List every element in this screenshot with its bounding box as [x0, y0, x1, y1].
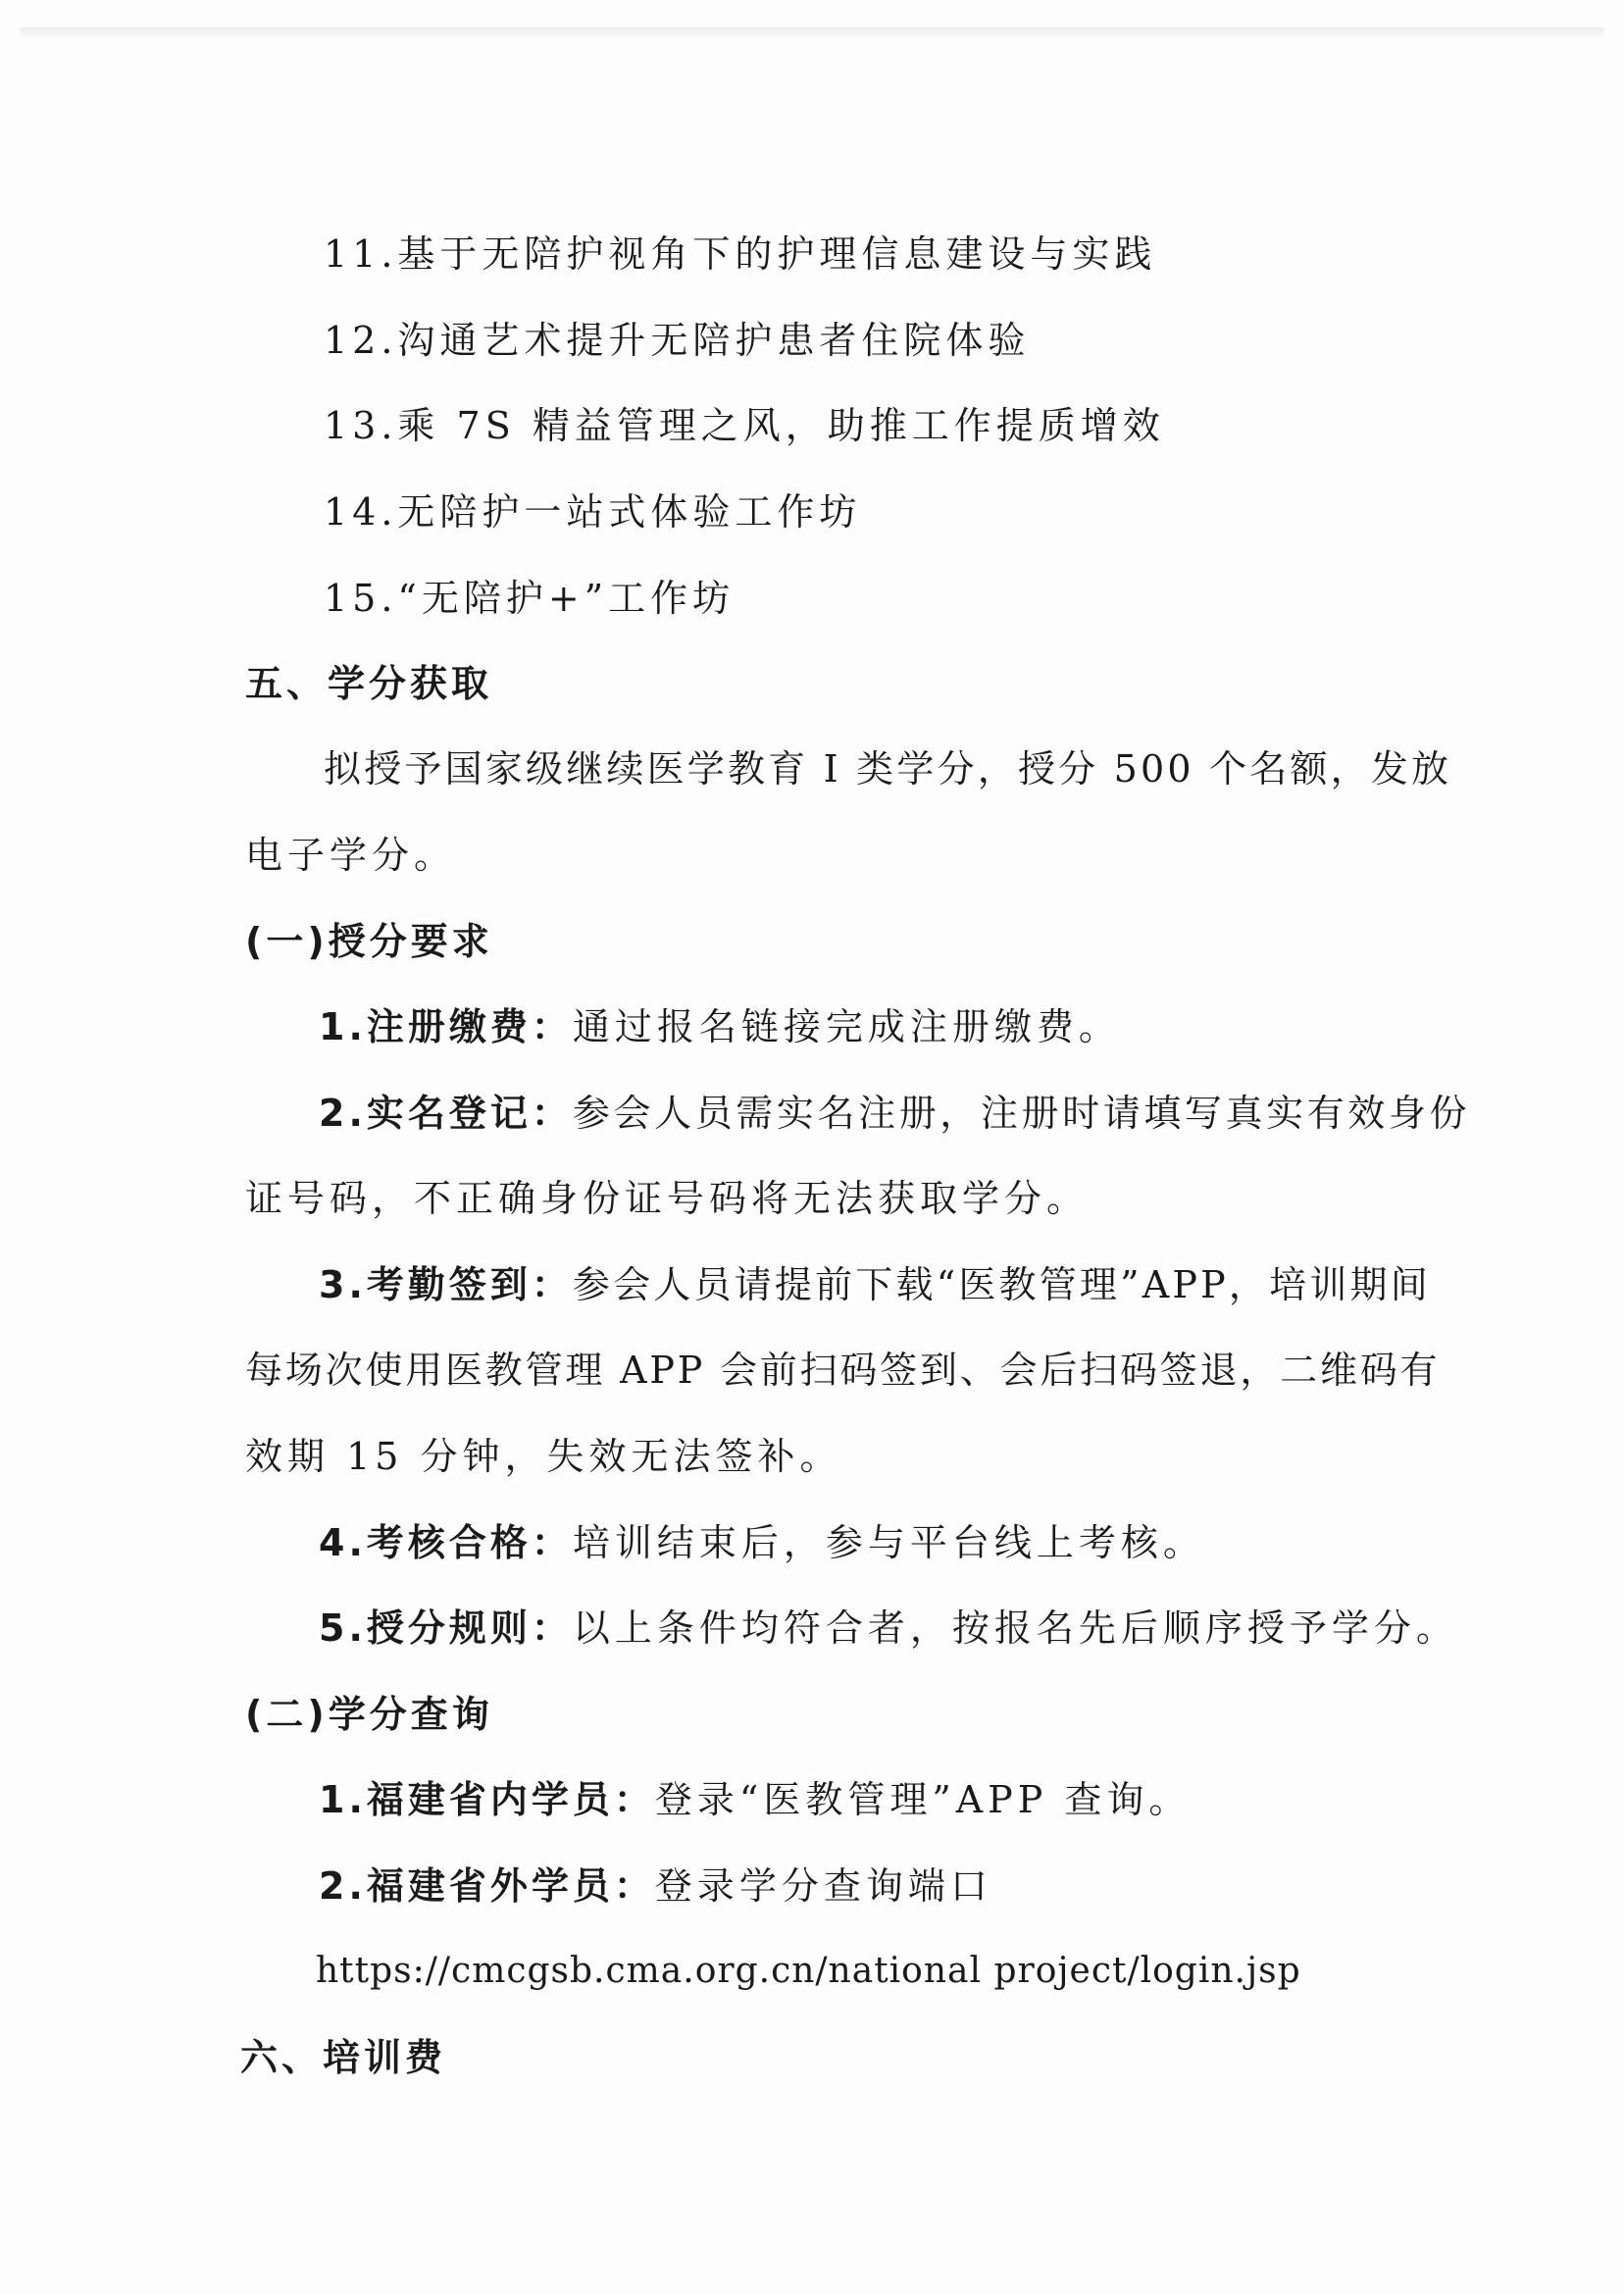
requirement-text: 以上条件均符合者，按报名先后顺序授予学分。 — [572, 1606, 1458, 1650]
requirement-item — [319, 1003, 1121, 1050]
list-item: 15.“无陪护+”工作坊 — [324, 577, 736, 620]
requirement-label: 2.实名登记： — [319, 1092, 573, 1135]
requirement-item — [319, 1261, 1431, 1308]
subsection-heading-query: (二)学分查询 — [245, 1693, 493, 1736]
requirement-text: 培训结束后，参与平台线上考核。 — [572, 1521, 1205, 1564]
list-item: 13.乘 7S 精益管理之风，助推工作提质增效 — [324, 404, 1165, 447]
list-item: 11.基于无陪护视角下的护理信息建设与实践 — [324, 232, 1157, 276]
requirement-label: 4.考核合格： — [319, 1521, 573, 1564]
credit-query-url[interactable]: https://cmcgsb.cma.org.cn/national project/login.jsp — [316, 1951, 1301, 1991]
requirement-item — [319, 1090, 1470, 1137]
requirement-label: 5.授分规则： — [319, 1606, 573, 1650]
requirement-text: 参会人员需实名注册，注册时请填写真实有效身份 — [572, 1092, 1471, 1135]
query-label: 2.福建省外学员： — [319, 1864, 655, 1908]
subsection-heading-requirements: (一)授分要求 — [245, 920, 493, 963]
query-text: 登录学分查询端口 — [654, 1864, 992, 1908]
list-item: 14.无陪护一站式体验工作坊 — [324, 490, 862, 534]
requirement-text: 参会人员请提前下载“医教管理”APP，培训期间 — [572, 1263, 1431, 1306]
paragraph-line: 效期 15 分钟，失效无法签补。 — [245, 1435, 842, 1478]
query-text: 登录“医教管理”APP 查询。 — [654, 1778, 1192, 1821]
requirement-label: 3.考勤签到： — [319, 1263, 573, 1306]
paragraph-line: 拟授予国家级继续医学教育 I 类学分，授分 500 个名额，发放 — [324, 747, 1452, 790]
query-item — [319, 1776, 1191, 1823]
scan-edge — [20, 27, 1604, 41]
requirement-text: 通过报名链接完成注册缴费。 — [572, 1005, 1121, 1048]
paragraph-line: 电子学分。 — [245, 834, 457, 877]
query-item — [319, 1862, 992, 1910]
section-heading-training-fee: 六、培训费 — [240, 2036, 447, 2079]
list-item: 12.沟通艺术提升无陪护患者住院体验 — [324, 319, 1031, 362]
requirement-item — [319, 1605, 1458, 1652]
query-label: 1.福建省内学员： — [319, 1778, 655, 1821]
requirement-item — [319, 1519, 1205, 1566]
paragraph-line: 证号码，不正确身份证号码将无法获取学分。 — [245, 1177, 1090, 1220]
requirement-label: 1.注册缴费： — [319, 1005, 573, 1048]
section-heading-credits: 五、学分获取 — [245, 662, 493, 705]
paragraph-line: 每场次使用医教管理 APP 会前扫码签到、会后扫码签退，二维码有 — [245, 1349, 1441, 1392]
